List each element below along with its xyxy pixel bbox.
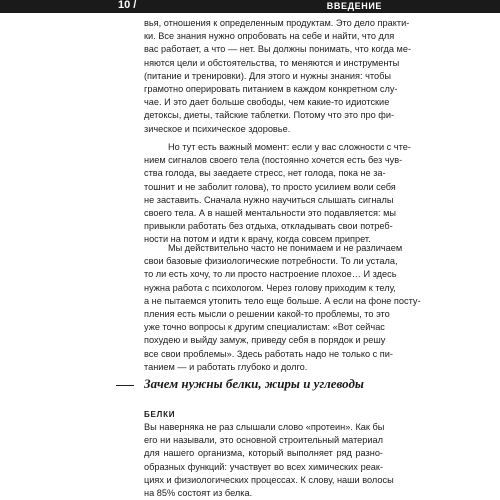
text-line: привыкли работать без отдыха, откладывать свои потреб- (144, 221, 393, 232)
text-line: танием — и работать глубоко и долго. (144, 361, 308, 372)
text-line: ности на потом и идти к врачу, когда совсем припрет. (144, 234, 371, 245)
subsection-heading: БЕЛКИ (144, 410, 176, 419)
text-line: нужна работа с психологом. Через голову приходим к телу, (144, 282, 396, 293)
paragraph-2 (144, 141, 411, 247)
paragraph-4 (144, 421, 394, 500)
text-line: а не пытаемся утопить тело еще больше. А если на фоне посту- (144, 295, 421, 306)
text-line: его ни называли, это основной строительный материал (144, 435, 383, 446)
text-line: зическое и психическое здоровье. (144, 123, 291, 134)
section-heading: Зачем нужны белки, жиры и углеводы (144, 376, 364, 391)
text-line: для нашего организма, который выполняет ряд разно- (144, 448, 383, 459)
text-line: свои базовые физиологические потребности. То ли устала, (144, 256, 398, 267)
text-line: на 85% состоят из белка. (144, 488, 253, 499)
text-line: вас работает, а что — нет. Вы должны понимать, что когда ме- (144, 44, 411, 55)
text-line: похудею и выйду замуж, приведу себя в порядок и решу (144, 335, 386, 346)
paragraph-3 (144, 242, 421, 374)
text-line: Мы действительно часто не понимаем и не различаем (168, 243, 403, 253)
text-line: (питание и тренировки). Для этого и нужны знания: чтобы (144, 70, 391, 81)
text-line: пления есть мысли о решении какой-то проблемы, то это (144, 309, 390, 320)
text-line: Но тут есть важный момент: если у вас сложности с чте- (168, 142, 411, 152)
text-line: все свои проблемы». Здесь работать надо не только с пи- (144, 348, 393, 359)
text-line: ства голода, вы заедаете стресс, нет голода, пока не за- (144, 168, 386, 179)
text-line: уже точно вопросы к другим специалистам: «Вот сейчас (144, 322, 385, 333)
text-line: нием сигналов своего тела (постоянно хочется есть без чув- (144, 155, 403, 166)
text-line: чае. И это дает больше свободы, чем какие-то идиотские (144, 97, 390, 108)
text-line: не заставить. Сначала нужно научиться слышать сигналы (144, 194, 394, 205)
text-line: няются цели и обстоятельства, то меняются и инструменты (144, 57, 400, 68)
text-line: детоксы, диеты, тайские таблетки. Потому что это про фи- (144, 110, 395, 121)
text-line: ки. Все знания нужно опробовать на себе и найти, что для (144, 31, 395, 42)
section-title: ВВЕДЕНИЕ (326, 1, 382, 11)
paragraph-1 (144, 17, 411, 136)
text-line: своего тела. А в нашей ментальности это подавляется: мы (144, 208, 396, 219)
text-line: то ли есть хочу, то ли просто настроение плохое… И здесь (144, 269, 397, 280)
text-line: циях и физиологических процессах. К слову, наши волосы (144, 474, 394, 485)
text-line: Вы наверняка не раз слышали слово «протеин». Как бы (144, 422, 385, 432)
page-number: 10 / (118, 0, 137, 11)
text-line: образных функций: участвует во всех химических реак- (144, 461, 383, 472)
text-line: грамотно оперировать питанием в каждом конкретном слу- (144, 84, 398, 95)
text-line: вья, отношения к определенным продуктам. Это дело практи- (144, 18, 410, 28)
running-header (0, 0, 500, 13)
heading-rule (116, 385, 134, 386)
text-line: тошнит и не заболит голова), то просто усилием воли себя (144, 181, 396, 192)
